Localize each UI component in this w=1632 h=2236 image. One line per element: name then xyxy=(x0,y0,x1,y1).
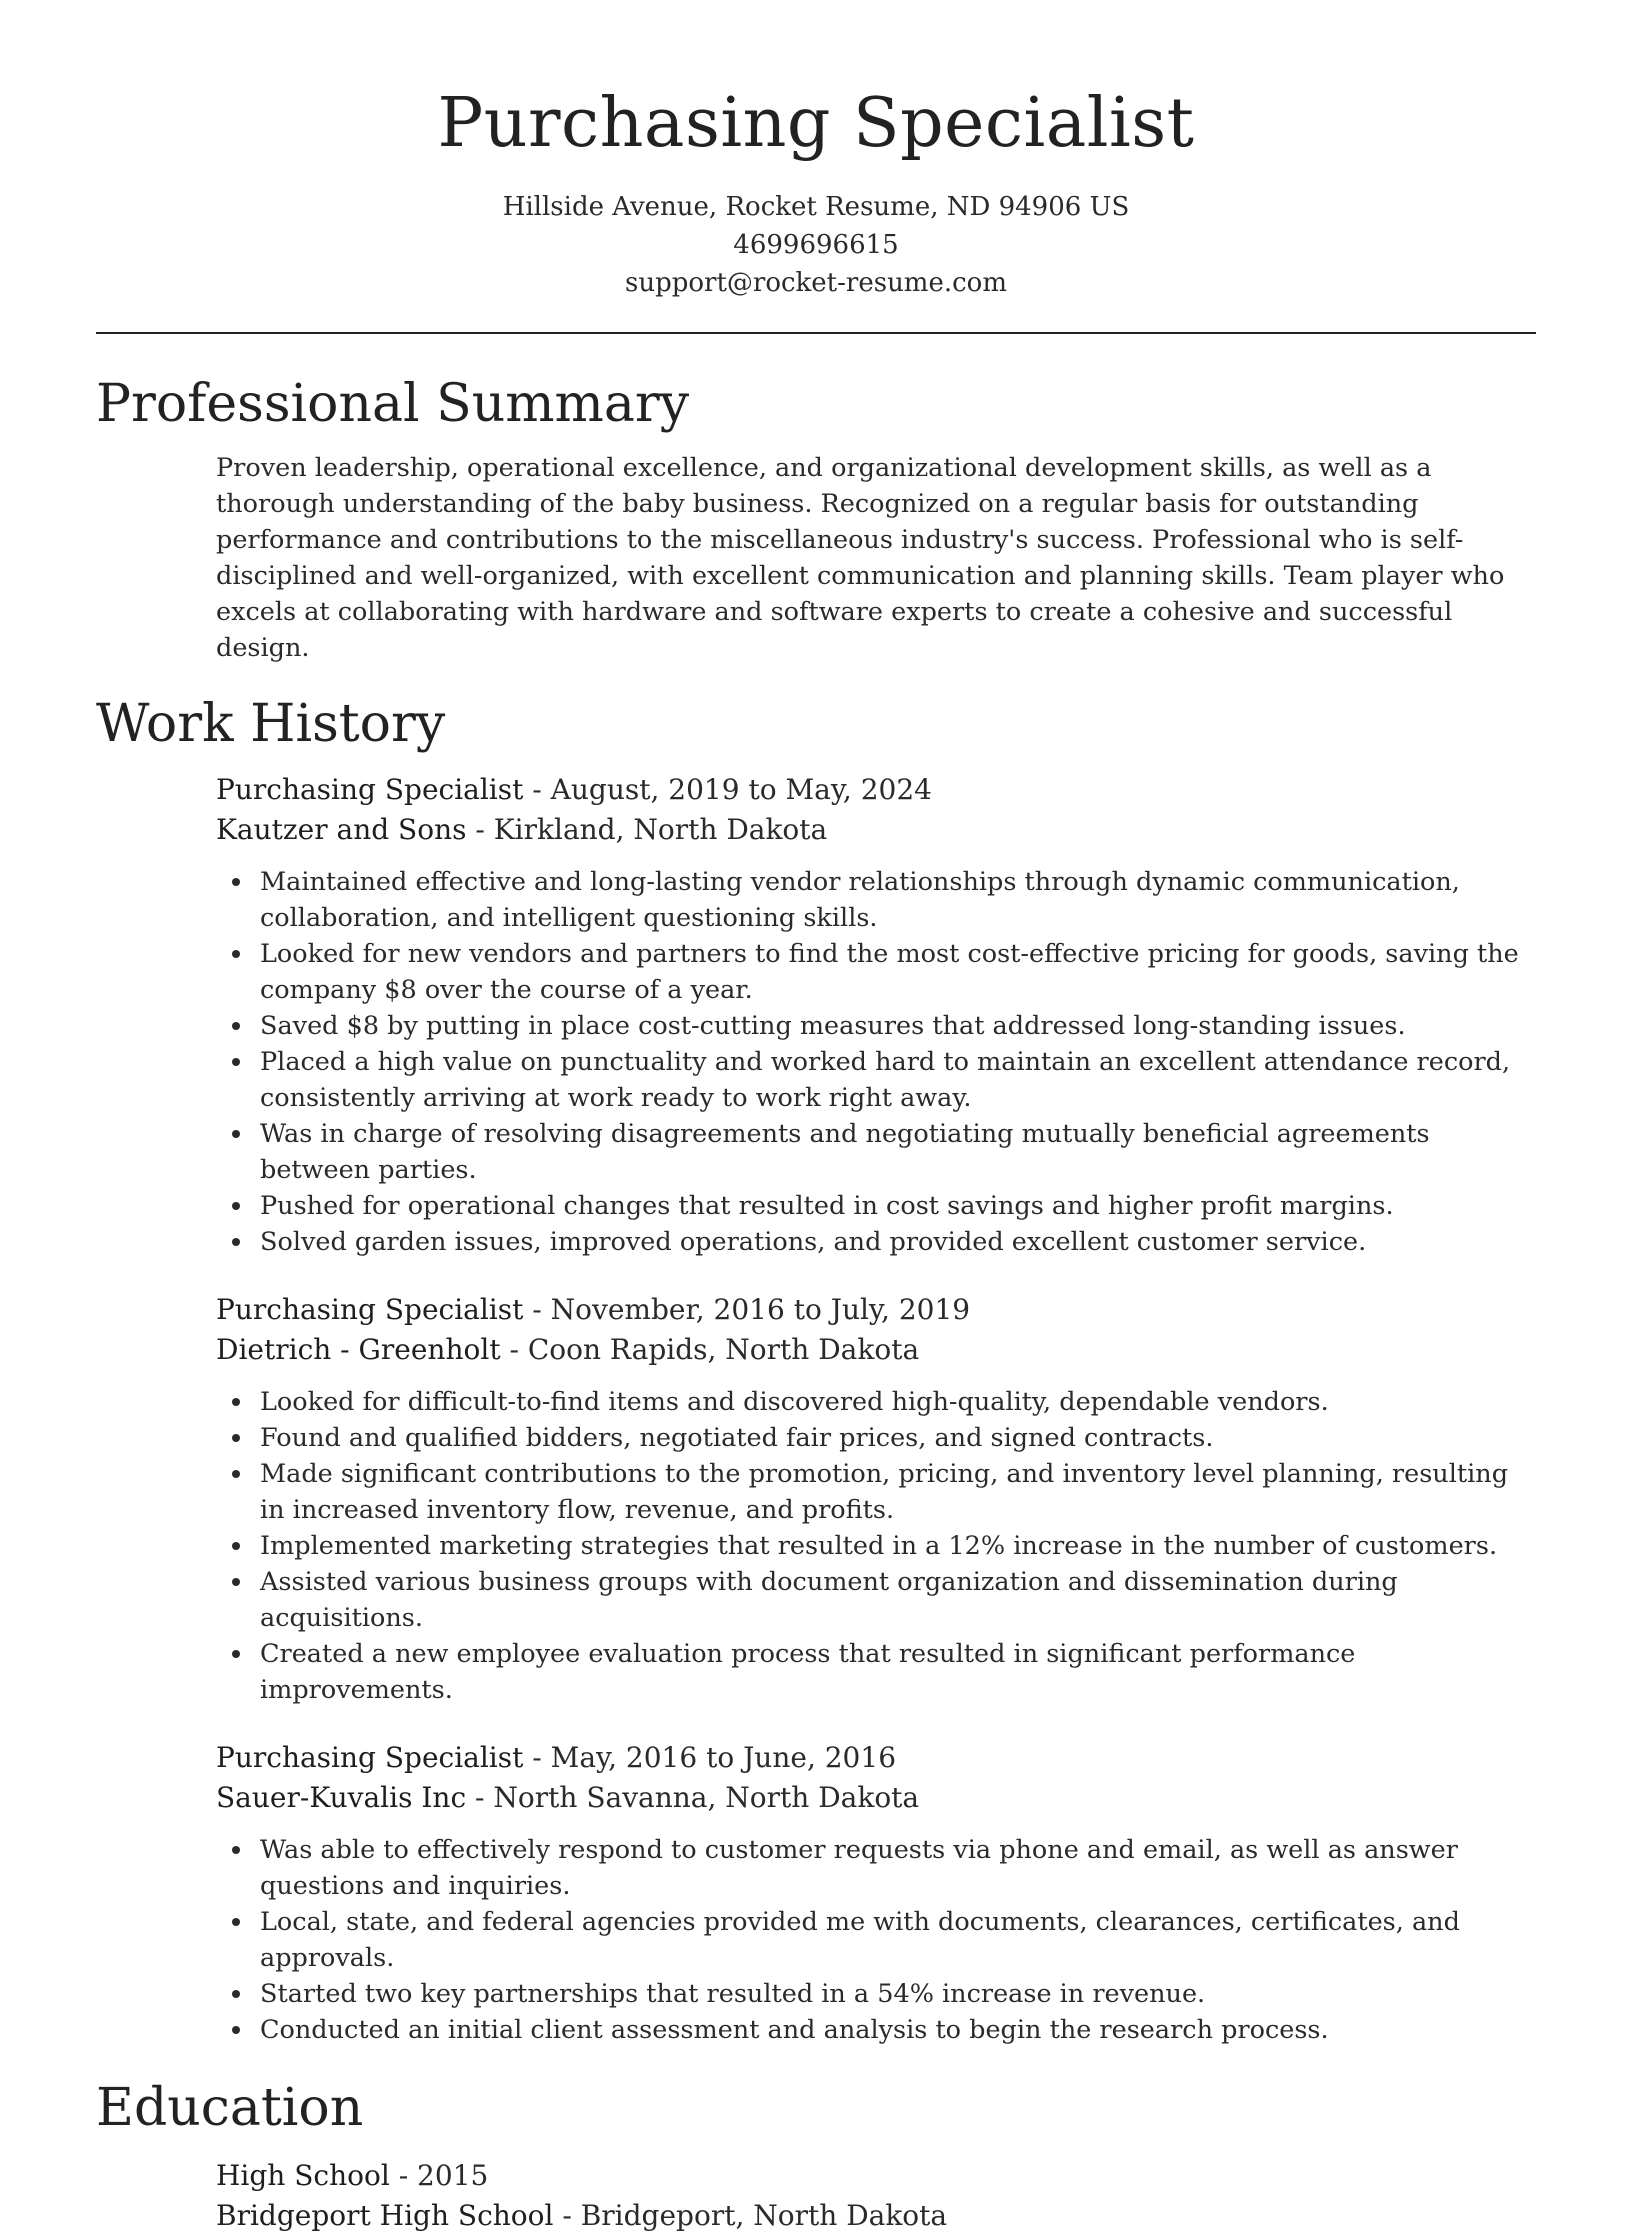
contact-address: Hillside Avenue, Rocket Resume, ND 94906 US xyxy=(502,192,1130,222)
resume-header xyxy=(96,0,1536,302)
job-role: Purchasing Specialist xyxy=(216,1293,524,1326)
job-bullets xyxy=(216,1384,1536,1708)
job-dates: - November, 2016 to July, 2019 xyxy=(523,1293,971,1326)
header-divider xyxy=(96,332,1536,334)
job-bullet: Local, state, and federal agencies provided me with documents, clearances, certificates, and approvals. xyxy=(260,1904,1536,1976)
education-year: - 2015 xyxy=(389,2159,489,2192)
job-company: Dietrich - Greenholt xyxy=(216,1333,501,1366)
job-role: Purchasing Specialist xyxy=(216,773,524,806)
job-company: Kautzer and Sons xyxy=(216,813,467,846)
contact-block xyxy=(96,188,1536,302)
job-company: Sauer-Kuvalis Inc xyxy=(216,1781,467,1814)
job-bullet: Conducted an initial client assessment and analysis to begin the research process. xyxy=(260,2012,1536,2048)
job-title-line xyxy=(216,1738,1536,1778)
job-bullet: Looked for difficult-to-find items and discovered high-quality, dependable vendors. xyxy=(260,1384,1536,1420)
job-dates: - May, 2016 to June, 2016 xyxy=(523,1741,897,1774)
summary-text: Proven leadership, operational excellence, and organizational development skills, as well as a thorough understanding of the baby business. Recognized on a regular basis for outstanding performance and contributions to the miscellaneous industry's success. Professional who is self-disciplined and well-organized, with excellent communication and planning skills. Team player who excels at collaborating with hardware and software experts to create a cohesive and successful design. xyxy=(216,453,1505,663)
job-bullet: Assisted various business groups with document organization and dissemination during acquisitions. xyxy=(260,1564,1536,1636)
job-bullet: Placed a high value on punctuality and worked hard to maintain an excellent attendance record, consistently arriving at work ready to work right away. xyxy=(260,1044,1536,1116)
education-entry xyxy=(216,2156,1536,2236)
contact-phone: 4699696615 xyxy=(733,230,899,260)
education-school: Bridgeport High School xyxy=(216,2199,554,2232)
resume-name: Purchasing Specialist xyxy=(437,84,1195,163)
job-bullet: Maintained effective and long-lasting vendor relationships through dynamic communication, collaboration, and intelligent questioning skills. xyxy=(260,864,1536,936)
job-location: - Coon Rapids, North Dakota xyxy=(500,1333,920,1366)
job-bullet: Was in charge of resolving disagreements and negotiating mutually beneficial agreements between parties. xyxy=(260,1116,1536,1188)
job-location: - North Savanna, North Dakota xyxy=(466,1781,920,1814)
education-degree-line xyxy=(216,2156,1536,2196)
resume-page xyxy=(96,0,1536,2236)
job-role: Purchasing Specialist xyxy=(216,1741,524,1774)
job-entry xyxy=(216,1290,1536,1708)
job-bullet: Solved garden issues, improved operations, and provided excellent customer service. xyxy=(260,1224,1536,1260)
job-bullet: Found and qualified bidders, negotiated fair prices, and signed contracts. xyxy=(260,1420,1536,1456)
contact-email: support@rocket-resume.com xyxy=(624,268,1007,298)
job-company-line xyxy=(216,1778,1536,1818)
summary-heading: Professional Summary xyxy=(96,374,690,434)
job-bullet: Was able to effectively respond to customer requests via phone and email, as well as answer questions and inquiries. xyxy=(260,1832,1536,1904)
job-bullets xyxy=(216,864,1536,1260)
job-bullet: Made significant contributions to the promotion, pricing, and inventory level planning, resulting in increased inventory flow, revenue, and profits. xyxy=(260,1456,1536,1528)
job-bullet: Started two key partnerships that resulted in a 54% increase in revenue. xyxy=(260,1976,1536,2012)
job-bullet: Created a new employee evaluation process that resulted in significant performance improvements. xyxy=(260,1636,1536,1708)
job-company-line xyxy=(216,810,1536,850)
job-location: - Kirkland, North Dakota xyxy=(466,813,828,846)
work-history-heading: Work History xyxy=(96,694,446,754)
job-title-line xyxy=(216,1290,1536,1330)
job-dates: - August, 2019 to May, 2024 xyxy=(523,773,932,806)
job-bullets xyxy=(216,1832,1536,2048)
job-bullet: Pushed for operational changes that resulted in cost savings and higher profit margins. xyxy=(260,1188,1536,1224)
job-entry xyxy=(216,770,1536,1260)
education-degree: High School xyxy=(216,2159,390,2192)
education-location: - Bridgeport, North Dakota xyxy=(553,2199,948,2232)
job-bullet: Looked for new vendors and partners to find the most cost-effective pricing for goods, saving the company $8 over the course of a year. xyxy=(260,936,1536,1008)
job-bullet: Saved $8 by putting in place cost-cutting measures that addressed long-standing issues. xyxy=(260,1008,1536,1044)
education-heading: Education xyxy=(96,2078,364,2138)
job-entry xyxy=(216,1738,1536,2048)
education-school-line xyxy=(216,2196,1536,2236)
job-title-line xyxy=(216,770,1536,810)
job-bullet: Implemented marketing strategies that resulted in a 12% increase in the number of customers. xyxy=(260,1528,1536,1564)
job-company-line xyxy=(216,1330,1536,1370)
